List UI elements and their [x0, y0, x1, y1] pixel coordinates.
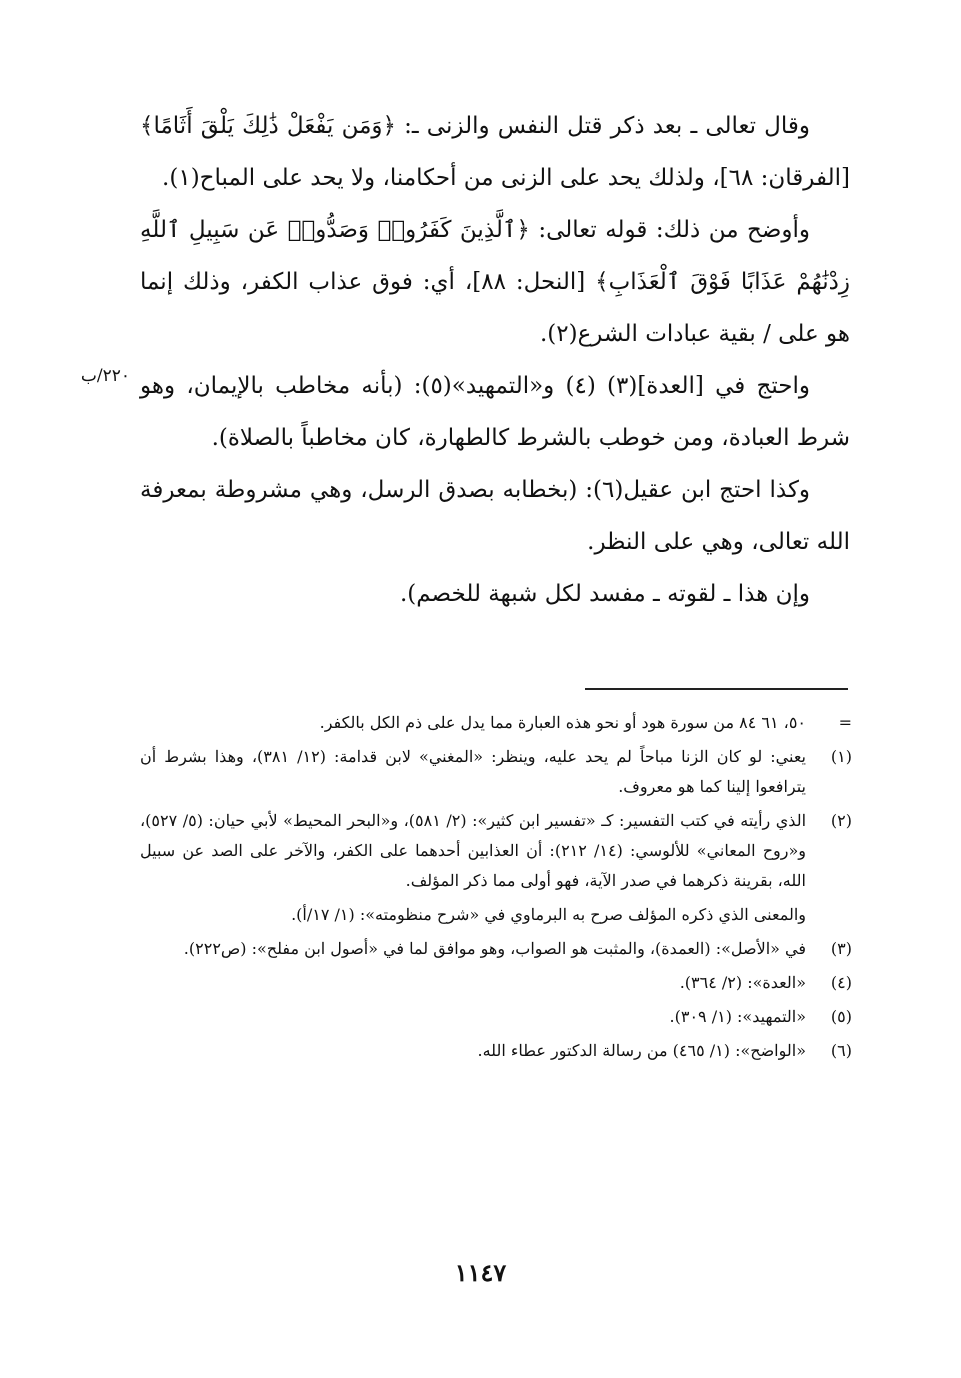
footnote — [140, 708, 852, 738]
page-number: ١١٤٧ — [454, 1258, 507, 1287]
footnote — [140, 934, 852, 964]
paragraph: واحتج في [العدة](٣) (٤) و«التمهيد»(٥): (بأنه مخاطب بالإيمان، وهو شرط العبادة، ومن خوطب بالشرط كالطهارة، كان مخاطباً بالصلاة). — [140, 373, 850, 451]
footnote-number: (٢) — [830, 811, 852, 830]
footnote-number: (٦) — [830, 1041, 852, 1060]
footnote-number: (١) — [830, 747, 852, 766]
footnote-text: «العدة»: (٢/ ٣٦٤). — [679, 973, 806, 992]
paragraph: وقال تعالى ـ بعد ذكر قتل النفس والزنى ـ: ﴿وَمَن يَفْعَلْ ذَٰلِكَ يَلْقَ أَثَامًا﴾ [الفرقان: ٦٨]، ولذلك يحد على الزنى من أحكامنا، ولا يحد على المباح(١). — [140, 113, 850, 191]
main-text — [140, 100, 850, 620]
paragraph: وإن هذا ـ لقوته ـ مفسد لكل شبهة للخصم). — [399, 581, 810, 607]
footnote-text: «الواضح»: (١/ ٤٦٥) من رسالة الدكتور عطاء الله. — [477, 1041, 806, 1060]
footnote-continuation: والمعنى الذي ذكره المؤلف صرح به البرماوي في «شرح منظومته»: (١/ ١٧/أ). — [291, 905, 806, 924]
footnote-divider — [585, 688, 848, 690]
footnote-number: (٤) — [830, 973, 852, 992]
footnote-number: = — [838, 713, 852, 732]
margin-folio-note: ٢٢٠/ب — [80, 366, 130, 386]
footnotes — [140, 708, 852, 1070]
footnote — [140, 806, 852, 896]
paragraph: وكذا احتج ابن عقيل(٦): (بخطابه بصدق الرسل، وهي مشروطة بمعرفة الله تعالى، وهي على النظر. — [140, 477, 850, 555]
footnote-text: «التمهيد»: (١/ ٣٠٩). — [669, 1007, 806, 1026]
footnote — [140, 742, 852, 802]
footnote-text: الذي رأيته في كتب التفسير: كـ «تفسير ابن كثير»: (٢/ ٥٨١)، و«البحر المحيط» لأبي حيان: (٥/ ٥٢٧)، و«روح المعاني» للألوسي: (١٤/ ٢١٢): أن العذابين أحدهما على الكفر، والآخر على الصد عن سبيل الله، بقرينة ذكرهما في صدر الآية، فهو أولى مما ذكر المؤلف. — [140, 811, 807, 890]
footnote — [140, 1036, 852, 1066]
footnote-number: (٣) — [830, 939, 852, 958]
footnote-text: يعني: لو كان الزنا مباحاً لم يحد عليه، وينظر: «المغني» لابن قدامة: (١٢/ ٣٨١)، وهذا بشرط أن يترافعوا إلينا كما هو معروف. — [140, 747, 807, 796]
paragraph: وأوضح من ذلك: قوله تعالى: ﴿ٱلَّذِينَ كَفَرُوا۟ وَصَدُّوا۟ عَن سَبِيلِ ٱللَّهِ زِدْنَٰهُمْ عَذَابًا فَوْقَ ٱلْعَذَابِ﴾ [النحل: ٨٨]، أي: فوق عذاب الكفر، وذلك إنما هو على / بقية عبادات الشرع(٢). — [140, 217, 850, 347]
footnote-number: (٥) — [830, 1007, 852, 1026]
footnote — [140, 1002, 852, 1032]
footnote — [140, 968, 852, 998]
footnote-text: في «الأصل»: (العمدة)، والمثبت هو الصواب، وهو موافق لما في «أصول ابن مفلح»: (ص٢٢٢). — [183, 939, 806, 958]
footnote-text: ٥٠، ٦١ ٨٤ من سورة هود أو نحو هذه العبارة مما يدل على ذم الكل بالكفر. — [319, 713, 806, 732]
